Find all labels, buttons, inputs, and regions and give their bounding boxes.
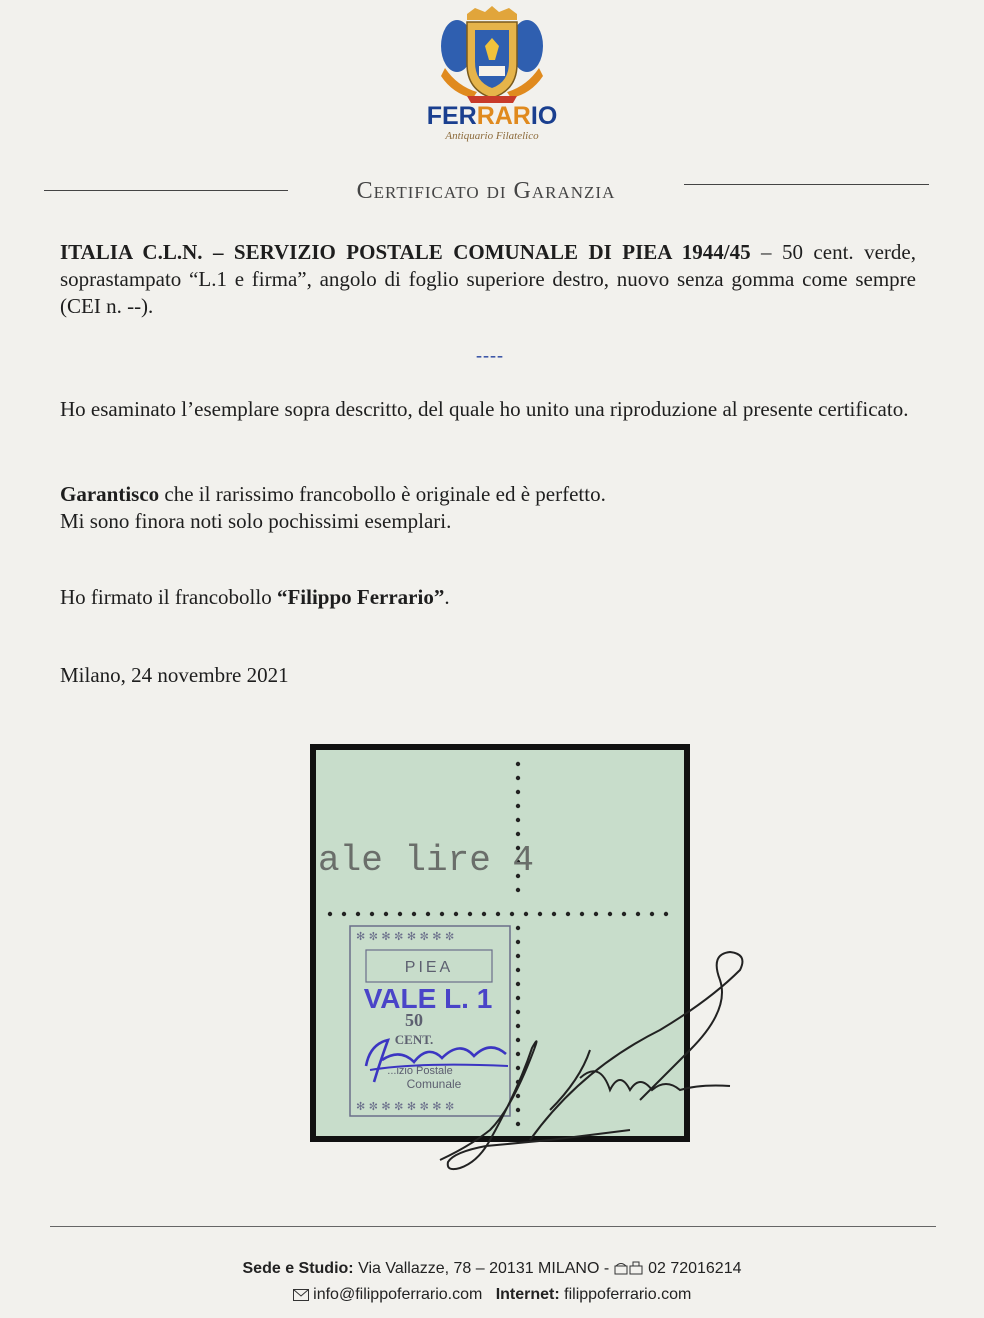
- svg-text:✻ ✼ ✻ ✼ ✻ ✼ ✻ ✼: ✻ ✼ ✻ ✼ ✻ ✼ ✻ ✼: [356, 930, 455, 943]
- place-date: Milano, 24 novembre 2021: [60, 663, 289, 687]
- certificate-title: Certificato di Garanzia: [356, 178, 616, 204]
- examined-statement: Ho esaminato l’esemplare sopra descritto, del quale ho unito una riproduzione al presente certificato.: [60, 397, 909, 421]
- brand-name: FERRARIO: [426, 102, 558, 130]
- guarantee-statement: Garantisco che il rarissimo francobollo è originale ed è perfetto.: [60, 482, 606, 506]
- margin-text: ale lire 4: [318, 840, 535, 881]
- ferrario-logo: [425, 6, 559, 156]
- envelope-icon: [293, 1288, 309, 1306]
- studio-phone: 02 72016214: [643, 1260, 742, 1277]
- stamp-cent: CENT.: [394, 1032, 434, 1047]
- signer-name: “Filippo Ferrario”: [276, 585, 445, 609]
- contact-email[interactable]: info@filippoferrario.com: [308, 1286, 483, 1303]
- stamp-town: PIEA: [404, 959, 454, 976]
- stamp-comunale: Comunale: [406, 1077, 462, 1091]
- description-heading: ITALIA C.L.N. – SERVIZIO POSTALE COMUNALE DI PIEA 1944/45: [60, 240, 751, 264]
- studio-label: Sede e Studio:: [242, 1260, 354, 1277]
- footer-contact-line: [0, 1286, 984, 1306]
- separator: ----: [476, 345, 504, 365]
- stamp-value: 50: [405, 1010, 423, 1030]
- title-rule-left: [44, 190, 288, 191]
- title-rule-right: [684, 184, 929, 185]
- stamp-overprint: VALE L. 1: [363, 983, 493, 1014]
- signed-statement: Ho firmato il francobollo “Filippo Ferrario”.: [60, 585, 450, 609]
- contact-website[interactable]: filippoferrario.com: [559, 1286, 692, 1303]
- footer-address-line: [0, 1260, 984, 1280]
- stamp-service: ...izio Postale: [387, 1065, 453, 1077]
- phone-fax-icon: [614, 1261, 644, 1280]
- known-examples-statement: Mi sono finora noti solo pochissimi esemplari.: [60, 509, 452, 533]
- stamp-description: [60, 239, 916, 320]
- svg-text:✻ ✼ ✻ ✼ ✻ ✼ ✻ ✼: ✻ ✼ ✻ ✼ ✻ ✼ ✻ ✼: [356, 1100, 455, 1113]
- guarantee-word: Garantisco: [60, 482, 160, 506]
- coat-of-arms-icon: [437, 6, 547, 104]
- description-text: – 50 cent. verde, soprastampato “L.1 e firma”, angolo di foglio superiore destro, nuovo senza gomma come sempre (CEI n. --).: [60, 240, 916, 318]
- expert-signature: [430, 940, 790, 1180]
- internet-label: Internet:: [495, 1286, 560, 1303]
- brand-subtitle: Antiquario Filatelico: [445, 130, 539, 142]
- footer-rule: [50, 1226, 936, 1227]
- studio-address: Via Vallazze, 78 – 20131 MILANO -: [353, 1260, 614, 1277]
